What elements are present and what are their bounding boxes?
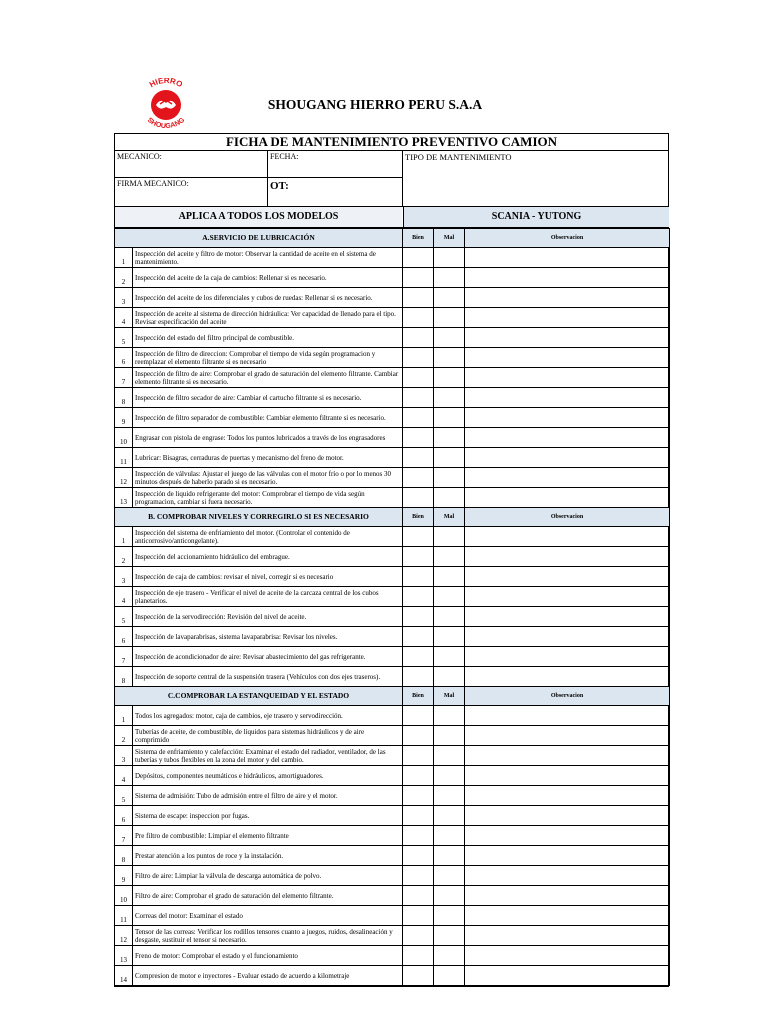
bien-checkbox-cell[interactable] — [403, 746, 434, 766]
column-mal: Mal — [434, 508, 465, 527]
mal-checkbox-cell[interactable] — [434, 746, 465, 766]
observacion-cell[interactable] — [465, 846, 670, 866]
item-description: Inspección de liquido refrigerante del motor: Comprobrar el tiempo de vida según programacion, cambiar si fuera necesario. — [133, 488, 403, 508]
column-mal: Mal — [434, 229, 465, 248]
item-number: 12 — [115, 468, 133, 488]
models-band — [115, 207, 668, 228]
bien-checkbox-cell[interactable] — [403, 607, 434, 627]
observacion-cell[interactable] — [465, 607, 670, 627]
item-number: 6 — [115, 348, 133, 368]
item-description: Tensor de las correas: Verificar los rodillos tensores cuanto a juegos, ruidos, desalineación y desgaste, sustituir el tensor si necesario. — [133, 926, 403, 946]
mal-checkbox-cell[interactable] — [434, 706, 465, 726]
item-description: Inspección de filtro de direccion: Comprobar el tiempo de vida según programacion y reemplazar el elemento filtrante si es necesario — [133, 348, 403, 368]
checklist-row — [115, 706, 670, 726]
mal-checkbox-cell[interactable] — [434, 926, 465, 946]
observacion-cell[interactable] — [465, 926, 670, 946]
observacion-cell[interactable] — [465, 706, 670, 726]
observacion-cell[interactable] — [465, 348, 670, 368]
mal-checkbox-cell[interactable] — [434, 368, 465, 388]
ot-field[interactable] — [268, 178, 403, 206]
observacion-cell[interactable] — [465, 886, 670, 906]
checklist-row — [115, 806, 670, 826]
observacion-cell[interactable] — [465, 468, 670, 488]
mal-checkbox-cell[interactable] — [434, 527, 465, 547]
checklist-row — [115, 448, 670, 468]
checklist-row — [115, 567, 670, 587]
bien-checkbox-cell[interactable] — [403, 488, 434, 508]
item-number: 2 — [115, 726, 133, 746]
fecha-label: FECHA: — [270, 152, 299, 161]
item-description: Prestar atención a los puntos de roce y la instalación. — [133, 846, 403, 866]
checklist-row — [115, 726, 670, 746]
checklist-row — [115, 348, 670, 368]
observacion-cell[interactable] — [465, 647, 670, 667]
item-number: 8 — [115, 846, 133, 866]
observacion-cell[interactable] — [465, 906, 670, 926]
checklist-row — [115, 328, 670, 348]
mal-checkbox-cell[interactable] — [434, 408, 465, 428]
bien-checkbox-cell[interactable] — [403, 468, 434, 488]
bien-checkbox-cell[interactable] — [403, 906, 434, 926]
column-observacion: Observacion — [465, 229, 670, 248]
bien-checkbox-cell[interactable] — [403, 587, 434, 607]
bien-checkbox-cell[interactable] — [403, 966, 434, 986]
checklist-row — [115, 547, 670, 567]
mal-checkbox-cell[interactable] — [434, 468, 465, 488]
column-bien: Bien — [403, 229, 434, 248]
item-description: Filtro de aire: Limpiar la válvula de descarga automática de polvo. — [133, 866, 403, 886]
aplica-label: APLICA A TODOS LOS MODELOS — [115, 207, 402, 227]
observacion-cell[interactable] — [465, 547, 670, 567]
checklist-row — [115, 866, 670, 886]
bien-checkbox-cell[interactable] — [403, 547, 434, 567]
tipo-mantenimiento-field[interactable] — [403, 151, 669, 206]
mal-checkbox-cell[interactable] — [434, 786, 465, 806]
item-number: 7 — [115, 647, 133, 667]
checklist-row — [115, 906, 670, 926]
section-title: A.SERVICIO DE LUBRICACIÓN — [115, 229, 403, 248]
section-title: B. COMPROBAR NIVELES Y CORREGIRLO SI ES NECESARIO — [115, 508, 403, 527]
checklist-row — [115, 408, 670, 428]
bien-checkbox-cell[interactable] — [403, 706, 434, 726]
item-number: 3 — [115, 288, 133, 308]
checklist-row — [115, 527, 670, 547]
item-number: 3 — [115, 746, 133, 766]
item-number: 4 — [115, 308, 133, 328]
bien-checkbox-cell[interactable] — [403, 786, 434, 806]
item-description: Tuberías de aceite, de combustible, de líquidos para sistemas hidráulicos y de aire comprimido — [133, 726, 403, 746]
item-description: Inspección del accionamiento hidráulico del embrague. — [133, 547, 403, 567]
mal-checkbox-cell[interactable] — [434, 547, 465, 567]
item-description: Engrasar con pistola de engrase: Todos los puntos lubricados a través de los engrasadores — [133, 428, 403, 448]
mal-checkbox-cell[interactable] — [434, 866, 465, 886]
mal-checkbox-cell[interactable] — [434, 567, 465, 587]
checklist-row — [115, 368, 670, 388]
checklist-row — [115, 746, 670, 766]
item-number: 5 — [115, 607, 133, 627]
item-number: 12 — [115, 926, 133, 946]
item-description: Inspección de filtro separador de combustible: Cambiar elemento filtrante si es necesario. — [133, 408, 403, 428]
column-observacion: Observacion — [465, 508, 670, 527]
logo-text-bottom: SHOUGANG — [145, 116, 187, 130]
checklist-row — [115, 946, 670, 966]
item-description: Inspección del aceite de la caja de cambios: Rellenar si es necesario. — [133, 268, 403, 288]
mal-checkbox-cell[interactable] — [434, 248, 465, 268]
item-number: 4 — [115, 587, 133, 607]
checklist-row — [115, 308, 670, 328]
item-description: Inspección de soporte central de la suspensión trasera (Vehículos con dos ejes traseros). — [133, 667, 403, 687]
bien-checkbox-cell[interactable] — [403, 448, 434, 468]
bien-checkbox-cell[interactable] — [403, 826, 434, 846]
item-number: 2 — [115, 547, 133, 567]
bien-checkbox-cell[interactable] — [403, 567, 434, 587]
form-title: FICHA DE MANTENIMIENTO PREVENTIVO CAMION — [115, 134, 668, 151]
mal-checkbox-cell[interactable] — [434, 448, 465, 468]
item-number: 11 — [115, 906, 133, 926]
column-bien: Bien — [403, 508, 434, 527]
bien-checkbox-cell[interactable] — [403, 846, 434, 866]
mal-checkbox-cell[interactable] — [434, 587, 465, 607]
bien-checkbox-cell[interactable] — [403, 328, 434, 348]
mecanico-label: MECANICO: — [117, 152, 162, 161]
checklist-row — [115, 926, 670, 946]
bien-checkbox-cell[interactable] — [403, 667, 434, 687]
logo-text-top: HIERRO — [147, 78, 185, 90]
checklist-row — [115, 786, 670, 806]
mal-checkbox-cell[interactable] — [434, 328, 465, 348]
mal-checkbox-cell[interactable] — [434, 488, 465, 508]
observacion-cell[interactable] — [465, 368, 670, 388]
mal-checkbox-cell[interactable] — [434, 846, 465, 866]
observacion-cell[interactable] — [465, 806, 670, 826]
item-description: Sistema de escape: inspeccion por fugas. — [133, 806, 403, 826]
item-number: 10 — [115, 886, 133, 906]
item-description: Todos los agregados: motor, caja de cambios, eje trasero y servodirección. — [133, 706, 403, 726]
item-number: 4 — [115, 766, 133, 786]
checklist-row — [115, 268, 670, 288]
observacion-cell[interactable] — [465, 567, 670, 587]
bien-checkbox-cell[interactable] — [403, 288, 434, 308]
mal-checkbox-cell[interactable] — [434, 667, 465, 687]
item-description: Inspección del sistema de enfriamiento del motor. (Controlar el contenido de anticorrosivo/anticongelante). — [133, 527, 403, 547]
bien-checkbox-cell[interactable] — [403, 388, 434, 408]
bien-checkbox-cell[interactable] — [403, 886, 434, 906]
observacion-cell[interactable] — [465, 866, 670, 886]
observacion-cell[interactable] — [465, 527, 670, 547]
checklist-row — [115, 587, 670, 607]
mal-checkbox-cell[interactable] — [434, 886, 465, 906]
mal-checkbox-cell[interactable] — [434, 766, 465, 786]
mal-checkbox-cell[interactable] — [434, 627, 465, 647]
mal-checkbox-cell[interactable] — [434, 607, 465, 627]
mal-checkbox-cell[interactable] — [434, 726, 465, 746]
checklist-row — [115, 627, 670, 647]
item-description: Compresion de motor e inyectores - Evaluar estado de acuerdo a kilometraje — [133, 966, 403, 986]
item-number: 6 — [115, 806, 133, 826]
checklist-row — [115, 428, 670, 448]
observacion-cell[interactable] — [465, 448, 670, 468]
bien-checkbox-cell[interactable] — [403, 268, 434, 288]
bien-checkbox-cell[interactable] — [403, 946, 434, 966]
firma-mecanico-label: FIRMA MECANICO: — [117, 179, 189, 188]
form-header — [115, 151, 668, 207]
item-number: 5 — [115, 328, 133, 348]
checklist-row — [115, 846, 670, 866]
observacion-cell[interactable] — [465, 726, 670, 746]
checklist-row — [115, 966, 670, 986]
models-label: SCANIA - YUTONG — [403, 207, 669, 227]
bien-checkbox-cell[interactable] — [403, 726, 434, 746]
item-description: Freno de motor: Comprobar el estado y el funcionamiento — [133, 946, 403, 966]
mal-checkbox-cell[interactable] — [434, 806, 465, 826]
item-number: 13 — [115, 488, 133, 508]
company-name: SHOUGANG HIERRO PERU S.A.A — [267, 97, 483, 112]
item-description: Inspección de eje trasero - Verificar el nivel de aceite de la carcaza central de los cubos planetarios. — [133, 587, 403, 607]
observacion-cell[interactable] — [465, 328, 670, 348]
mal-checkbox-cell[interactable] — [434, 388, 465, 408]
observacion-cell[interactable] — [465, 428, 670, 448]
checklist-row — [115, 607, 670, 627]
bien-checkbox-cell[interactable] — [403, 806, 434, 826]
ot-label: OT: — [270, 180, 289, 192]
item-number: 6 — [115, 627, 133, 647]
item-number: 8 — [115, 667, 133, 687]
mal-checkbox-cell[interactable] — [434, 647, 465, 667]
item-number: 10 — [115, 428, 133, 448]
bien-checkbox-cell[interactable] — [403, 368, 434, 388]
item-description: Inspección de acondicionador de aire: Revisar abastecimiento del gas refrigerante. — [133, 647, 403, 667]
column-bien: Bien — [403, 687, 434, 706]
item-number: 1 — [115, 706, 133, 726]
item-number: 7 — [115, 826, 133, 846]
bien-checkbox-cell[interactable] — [403, 866, 434, 886]
mal-checkbox-cell[interactable] — [434, 348, 465, 368]
mecanico-field[interactable] — [115, 151, 268, 178]
mal-checkbox-cell[interactable] — [434, 308, 465, 328]
fecha-field[interactable] — [268, 151, 403, 178]
checklist-row — [115, 826, 670, 846]
observacion-cell[interactable] — [465, 746, 670, 766]
mal-checkbox-cell[interactable] — [434, 826, 465, 846]
item-description: Filtro de aire: Comprobar el grado de saturación del elemento filtrante. — [133, 886, 403, 906]
mal-checkbox-cell[interactable] — [434, 906, 465, 926]
mal-checkbox-cell[interactable] — [434, 966, 465, 986]
mal-checkbox-cell[interactable] — [434, 428, 465, 448]
checklist-row — [115, 886, 670, 906]
item-number: 8 — [115, 388, 133, 408]
item-description: Sistema de enfriamiento y calefacción: Examinar el estado del radiador, ventilador, de las tuberías y tubos flexibles en la zona del motor y del cambio. — [133, 746, 403, 766]
item-number: 9 — [115, 408, 133, 428]
item-description: Sistema de admisión: Tubo de admisión entre el filtro de aire y el motor. — [133, 786, 403, 806]
observacion-cell[interactable] — [465, 288, 670, 308]
bien-checkbox-cell[interactable] — [403, 766, 434, 786]
item-description: Inspección de válvulas: Ajustar el juego de las válvulas con el motor frío o por lo menos 30 minutos después de haberlo parado si es necesario. — [133, 468, 403, 488]
column-observacion: Observacion — [465, 687, 670, 706]
bien-checkbox-cell[interactable] — [403, 926, 434, 946]
mal-checkbox-cell[interactable] — [434, 268, 465, 288]
observacion-cell[interactable] — [465, 587, 670, 607]
checklist-row — [115, 248, 670, 268]
item-number: 9 — [115, 866, 133, 886]
item-number: 7 — [115, 368, 133, 388]
observacion-cell[interactable] — [465, 766, 670, 786]
observacion-cell[interactable] — [465, 667, 670, 687]
bien-checkbox-cell[interactable] — [403, 248, 434, 268]
bien-checkbox-cell[interactable] — [403, 527, 434, 547]
bien-checkbox-cell[interactable] — [403, 428, 434, 448]
mal-checkbox-cell[interactable] — [434, 946, 465, 966]
item-description: Inspección de aceite al sistema de dirección hidráulica: Ver capacidad de llenado para el tipo. Revisar especificación del aceite — [133, 308, 403, 328]
item-description: Pre filtro de combustible: Limpiar el elemento filtrante — [133, 826, 403, 846]
company-logo — [134, 78, 198, 130]
section-title: C.COMPROBAR LA ESTANQUEIDAD Y EL ESTADO — [115, 687, 403, 706]
item-description: Inspección de lavaparabrisas, sistema lavaparabrisa: Revisar los niveles. — [133, 627, 403, 647]
observacion-cell[interactable] — [465, 627, 670, 647]
checklist-row — [115, 647, 670, 667]
item-number: 11 — [115, 448, 133, 468]
observacion-cell[interactable] — [465, 786, 670, 806]
checklist-row — [115, 766, 670, 786]
section-header — [115, 687, 670, 706]
item-number: 1 — [115, 527, 133, 547]
item-description: Inspección de filtro secador de aire: Cambiar el cartucho filtrante si es necesario. — [133, 388, 403, 408]
checklist-table — [114, 228, 670, 986]
checklist-row — [115, 468, 670, 488]
column-mal: Mal — [434, 687, 465, 706]
observacion-cell[interactable] — [465, 966, 670, 986]
item-number: 3 — [115, 567, 133, 587]
bien-checkbox-cell[interactable] — [403, 627, 434, 647]
section-header — [115, 508, 670, 527]
checklist-row — [115, 388, 670, 408]
item-description: Lubricar: Bisagras, cerraduras de puertas y mecanismo del freno de motor. — [133, 448, 403, 468]
observacion-cell[interactable] — [465, 248, 670, 268]
item-description: Inspección del aceite de los diferenciales y cubos de ruedas: Rellenar si es necesario. — [133, 288, 403, 308]
item-number: 14 — [115, 966, 133, 986]
observacion-cell[interactable] — [465, 268, 670, 288]
maintenance-form — [114, 133, 669, 987]
observacion-cell[interactable] — [465, 826, 670, 846]
checklist-row — [115, 667, 670, 687]
observacion-cell[interactable] — [465, 408, 670, 428]
tipo-mantenimiento-label: TIPO DE MANTENIMIENTO — [405, 152, 512, 162]
mal-checkbox-cell[interactable] — [434, 288, 465, 308]
observacion-cell[interactable] — [465, 388, 670, 408]
item-description: Inspección de filtro de aire: Comprobar el grado de saturación del elemento filtrante. Cambiar elemento filtrante si es necesario. — [133, 368, 403, 388]
item-description: Correas del motor: Examinar el estado — [133, 906, 403, 926]
checklist-row — [115, 488, 670, 508]
item-number: 2 — [115, 268, 133, 288]
observacion-cell[interactable] — [465, 308, 670, 328]
bien-checkbox-cell[interactable] — [403, 308, 434, 328]
firma-mecanico-field[interactable] — [115, 178, 268, 206]
item-description: Inspección del aceite y filtro de motor: Observar la cantidad de aceite en el sistema de mantenimiento. — [133, 248, 403, 268]
observacion-cell[interactable] — [465, 946, 670, 966]
bien-checkbox-cell[interactable] — [403, 348, 434, 368]
checklist-row — [115, 288, 670, 308]
bien-checkbox-cell[interactable] — [403, 647, 434, 667]
item-number: 5 — [115, 786, 133, 806]
item-number: 13 — [115, 946, 133, 966]
item-description: Depósitos, componentes neumáticos e hidráulicos, amortiguadores. — [133, 766, 403, 786]
item-description: Inspección del estado del filtro principal de combustible. — [133, 328, 403, 348]
item-description: Inspección de la servodirección: Revisión del nivel de aceite. — [133, 607, 403, 627]
bien-checkbox-cell[interactable] — [403, 408, 434, 428]
observacion-cell[interactable] — [465, 488, 670, 508]
section-header — [115, 229, 670, 248]
item-description: Inspección de caja de cambios: revisar el nivel, corregir si es necesario — [133, 567, 403, 587]
item-number: 1 — [115, 248, 133, 268]
